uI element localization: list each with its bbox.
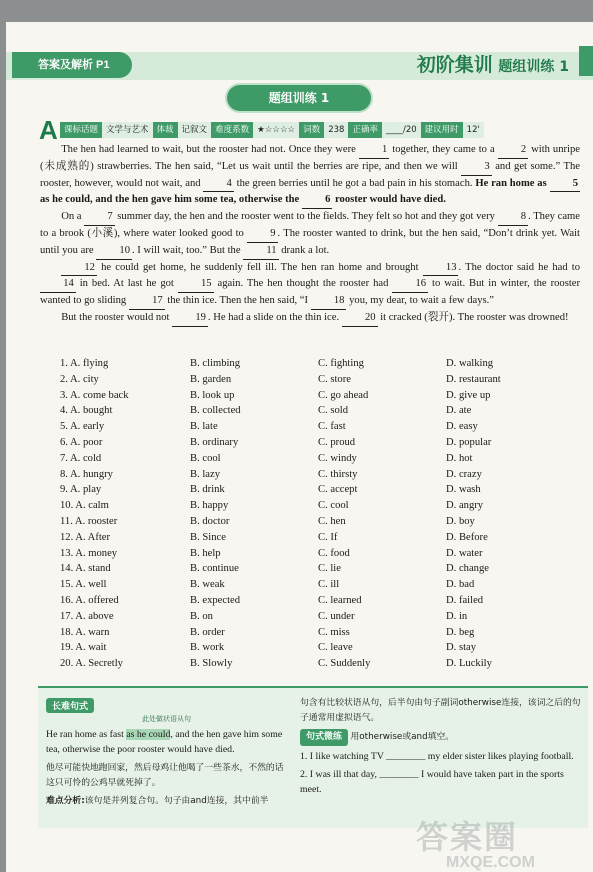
option-choice[interactable]: B. late: [190, 421, 218, 433]
option-choice[interactable]: C. fighting: [318, 358, 364, 369]
paragraph: [40, 260, 580, 310]
difficulty-label: 难点分析:: [46, 796, 85, 806]
option-choice[interactable]: 6. A. poor: [60, 436, 103, 448]
section-letter: A: [39, 115, 58, 145]
option-choice[interactable]: D. ate: [446, 405, 472, 417]
blank[interactable]: 6: [302, 192, 332, 209]
text: He ran home as fast: [46, 729, 127, 740]
text: he could get home, he suddenly fell ill. The hen ran home and brought: [96, 261, 423, 273]
text: together, they came to a: [389, 144, 498, 155]
option-row: [60, 451, 580, 467]
info-label: 难度系数: [211, 122, 253, 138]
option-row: [60, 403, 580, 419]
option-choice[interactable]: 11. A. rooster: [60, 515, 118, 527]
option-row: [60, 577, 580, 593]
option-choice[interactable]: D. boy: [446, 515, 475, 527]
info-label: 课标话题: [60, 122, 102, 138]
long-sentence-panel: [38, 686, 588, 828]
long-sentence-tag: 长难句式: [46, 698, 94, 713]
text: 该句是并列复合句。句子由and连接，其中前半: [84, 796, 269, 806]
header-answer-label: 答案及解析 P1: [12, 52, 132, 78]
header-sub-title: 题组训练 1: [498, 59, 569, 75]
text: again. The hen thought the rooster had: [213, 278, 393, 290]
panel-right: [300, 696, 582, 797]
option-row: [60, 467, 580, 483]
blank[interactable]: 12: [61, 260, 97, 277]
option-choice[interactable]: B. drink: [190, 484, 225, 496]
option-choice[interactable]: C. If: [318, 531, 338, 543]
blank[interactable]: 3: [461, 159, 491, 176]
text: On a: [61, 211, 85, 223]
translation: 他尽可能快地跑回家，然后母鸡让他喝了一些茶水，不然的话这只可怜的公鸡早就死掉了。: [46, 763, 284, 788]
option-choice[interactable]: C. miss: [318, 626, 350, 638]
text: as he could, and the hen gave him some tea, otherwise the: [40, 194, 302, 206]
option-choice[interactable]: B. expected: [190, 594, 241, 606]
drill-item: 2. I was ill that day, ________ I would have taken part in the sports meet.: [300, 769, 564, 795]
option-choice[interactable]: B. order: [190, 626, 225, 638]
blank[interactable]: 10: [96, 243, 132, 260]
option-choice[interactable]: D. change: [446, 563, 489, 575]
blank[interactable]: 5: [550, 176, 580, 193]
option-row: [60, 593, 580, 609]
option-choice[interactable]: 7. A. cold: [60, 452, 102, 464]
text: summer day, the hen and the rooster went to the fields. They felt so hot and they got very: [114, 211, 498, 223]
option-choice[interactable]: B. work: [190, 642, 225, 654]
cloze-passage: [40, 142, 580, 327]
option-choice[interactable]: 2. A. city: [60, 373, 99, 385]
option-choice[interactable]: 4. A. bought: [60, 405, 113, 417]
option-row: [60, 530, 580, 546]
workbook-page: [6, 22, 593, 872]
option-choice[interactable]: D. beg: [446, 626, 475, 638]
option-choice[interactable]: D. wash: [446, 484, 481, 496]
option-row: [60, 546, 580, 562]
option-choice[interactable]: 19. A. wait: [60, 642, 107, 654]
option-choice[interactable]: C. sold: [318, 405, 349, 417]
section-title: 题组训练 1: [227, 85, 371, 111]
option-choice[interactable]: 1. A. flying: [60, 358, 109, 369]
option-row: [60, 640, 580, 656]
header-title: [417, 50, 569, 82]
analysis-continued: 句含有比较状语从句，后半句由句子副词otherwise连接，该词之后的句子通常用虚拟语气。: [300, 698, 581, 723]
option-choice[interactable]: D. hot: [446, 452, 473, 464]
blank[interactable]: 4: [203, 176, 233, 193]
option-choice[interactable]: C. hen: [318, 515, 346, 527]
option-row: [60, 419, 580, 435]
info-value: 文学与艺术: [102, 122, 153, 138]
text: and get some.” The rooster, however, would not wait, and: [40, 160, 580, 189]
option-row: [60, 656, 580, 672]
text: the green berries until he got a bad pain in his stomach.: [233, 177, 476, 189]
option-choice[interactable]: 3. A. come back: [60, 389, 129, 401]
text: you, my dear, to wait a few days.”: [346, 295, 494, 307]
info-label: 正确率: [348, 122, 382, 138]
drill-header: [300, 729, 582, 746]
info-value: ★☆☆☆☆: [253, 122, 299, 138]
text: in bed. At last he got: [75, 278, 178, 290]
option-choice[interactable]: 13. A. money: [60, 547, 118, 559]
watermark-logo: 答案圈: [416, 818, 519, 856]
info-value: ____/20: [382, 122, 421, 138]
text: . He had a slide on the thin ice.: [207, 311, 342, 323]
option-choice[interactable]: D. easy: [446, 421, 478, 433]
info-label: 建议用时: [421, 122, 463, 138]
option-choice[interactable]: C. thirsty: [318, 468, 358, 480]
option-choice[interactable]: 12. A. After: [60, 531, 111, 543]
option-choice[interactable]: D. walking: [446, 358, 494, 369]
option-choice[interactable]: B. Slowly: [190, 658, 233, 670]
watermark-url: MXQE.COM: [446, 854, 535, 871]
option-choice[interactable]: B. doctor: [190, 515, 230, 527]
option-choice[interactable]: C. accept: [318, 484, 358, 496]
option-choice[interactable]: C. go ahead: [318, 389, 369, 401]
option-choice[interactable]: C. fast: [318, 421, 346, 433]
info-bar: [60, 122, 582, 138]
option-choice[interactable]: B. help: [190, 547, 221, 559]
option-choice[interactable]: B. garden: [190, 373, 232, 385]
blank[interactable]: 1: [359, 142, 389, 159]
text: , and the hen gave him some tea, otherwise the poor rooster would have died.: [46, 729, 283, 755]
option-choice[interactable]: D. give up: [446, 389, 491, 401]
option-row: [60, 561, 580, 577]
option-row: [60, 609, 580, 625]
option-choice[interactable]: 9. A. play: [60, 484, 102, 496]
option-choice[interactable]: C. under: [318, 610, 355, 622]
blank[interactable]: 9: [247, 226, 277, 243]
option-choice[interactable]: B. look up: [190, 389, 235, 401]
option-choice[interactable]: D. water: [446, 547, 483, 559]
drill-instruction: 用otherwise或and填空。: [350, 732, 455, 742]
blank[interactable]: 19: [172, 310, 208, 327]
option-choice[interactable]: 16. A. offered: [60, 594, 119, 606]
text: He ran home as: [475, 177, 550, 189]
text: . The rooster wanted to drink, but the hen said, “Don’t drink yet. Wait until you are: [40, 227, 580, 256]
text: to wait. But in winter, the rooster wanted to go sliding: [40, 278, 580, 307]
option-choice[interactable]: 14. A. stand: [60, 563, 111, 575]
option-choice[interactable]: B. cool: [190, 452, 221, 464]
option-choice[interactable]: D. Luckily: [446, 658, 492, 670]
text: with unripe (未成熟的) strawberries. The hen said, “Let us wait until the berries are ripe, and then we will: [40, 144, 580, 172]
option-choice[interactable]: D. Before: [446, 531, 488, 543]
option-choice[interactable]: B. collected: [190, 405, 241, 417]
option-choice[interactable]: C. store: [318, 373, 351, 385]
blank[interactable]: 11: [243, 243, 278, 260]
drill-item: 1. I like watching TV ________ my elder sister likes playing football.: [300, 750, 574, 762]
option-row: [60, 388, 580, 404]
option-choice[interactable]: D. popular: [446, 436, 492, 448]
text: . They came to a brook (小溪), where water looked good to: [40, 211, 580, 239]
option-row: [60, 372, 580, 388]
blank[interactable]: 8: [498, 209, 528, 226]
option-choice[interactable]: B. continue: [190, 563, 239, 575]
info-label: 体裁: [153, 122, 178, 138]
text: drank a lot.: [278, 244, 330, 256]
text: But the rooster would not: [61, 311, 173, 323]
annotation-note: 此处做状语从句: [142, 715, 191, 723]
option-choice[interactable]: C. windy: [318, 452, 357, 464]
option-choice[interactable]: 18. A. warn: [60, 626, 110, 638]
option-choice[interactable]: D. in: [446, 610, 468, 622]
option-choice[interactable]: C. food: [318, 547, 350, 559]
blank[interactable]: 13: [423, 260, 459, 277]
text: it cracked (裂开). The rooster was drowned!: [377, 311, 569, 323]
option-choice[interactable]: 17. A. above: [60, 610, 114, 622]
option-row: [60, 482, 580, 498]
panel-left: [46, 696, 291, 809]
option-choice[interactable]: B. Since: [190, 531, 226, 543]
blank[interactable]: 7: [84, 209, 114, 226]
info-value: 记叙文: [178, 122, 212, 138]
blank[interactable]: 15: [178, 276, 214, 293]
option-choice[interactable]: C. learned: [318, 594, 362, 606]
header-edge-mark: [579, 46, 593, 76]
option-choice[interactable]: B. climbing: [190, 358, 241, 369]
paragraph: [40, 209, 580, 259]
option-choice[interactable]: D. failed: [446, 594, 484, 606]
blank[interactable]: 14: [40, 276, 76, 293]
option-choice[interactable]: D. bad: [446, 579, 475, 591]
option-choice[interactable]: D. restaurant: [446, 373, 501, 385]
option-choice[interactable]: B. happy: [190, 500, 229, 512]
option-choice[interactable]: B. on: [190, 610, 213, 622]
option-choice[interactable]: D. stay: [446, 642, 477, 654]
difficulty-analysis: [46, 794, 291, 809]
blank[interactable]: 2: [498, 142, 528, 159]
option-choice[interactable]: 5. A. early: [60, 421, 105, 433]
text: . The doctor said he had to: [458, 261, 581, 273]
option-choice[interactable]: B. ordinary: [190, 436, 239, 448]
option-row: [60, 498, 580, 514]
option-choice[interactable]: C. leave: [318, 642, 353, 654]
option-choice[interactable]: C. Suddenly: [318, 658, 371, 670]
option-choice[interactable]: 10. A. calm: [60, 500, 109, 512]
info-label: 词数: [299, 122, 324, 138]
drill-tag: 句式微练: [300, 729, 348, 746]
text: the thin ice. Then the hen said, “I: [164, 295, 311, 307]
option-choice[interactable]: 8. A. hungry: [60, 468, 113, 480]
option-choice[interactable]: C. lie: [318, 563, 341, 575]
option-row: [60, 435, 580, 451]
option-choice[interactable]: B. weak: [190, 579, 225, 591]
header-main-title: 初阶集训: [416, 54, 493, 76]
option-choice[interactable]: 20. A. Secretly: [60, 658, 123, 670]
option-choice[interactable]: D. crazy: [446, 468, 482, 480]
info-value: 12': [463, 122, 484, 138]
option-choice[interactable]: C. cool: [318, 500, 349, 512]
option-choice[interactable]: B. lazy: [190, 468, 221, 480]
paragraph: [40, 142, 580, 209]
text: The hen had learned to wait, but the rooster had not. Once they were: [61, 144, 359, 155]
answer-options: [60, 356, 580, 672]
blank[interactable]: 17: [129, 293, 165, 310]
paragraph: [40, 310, 580, 327]
option-row: [60, 625, 580, 641]
option-choice[interactable]: 15. A. well: [60, 579, 107, 591]
text: . I will wait, too.” But the: [131, 244, 244, 256]
option-choice[interactable]: C. proud: [318, 436, 356, 448]
option-choice[interactable]: D. angry: [446, 500, 484, 512]
option-choice[interactable]: C. ill: [318, 579, 340, 591]
blank[interactable]: 18: [311, 293, 347, 310]
blank[interactable]: 20: [342, 310, 378, 327]
text: rooster would have died.: [332, 194, 446, 206]
option-row: [60, 514, 580, 530]
option-row: [60, 356, 580, 372]
example-sentence: [46, 728, 291, 757]
info-value: 238: [324, 122, 348, 138]
blank[interactable]: 16: [392, 276, 428, 293]
highlight: as he could: [126, 729, 171, 740]
